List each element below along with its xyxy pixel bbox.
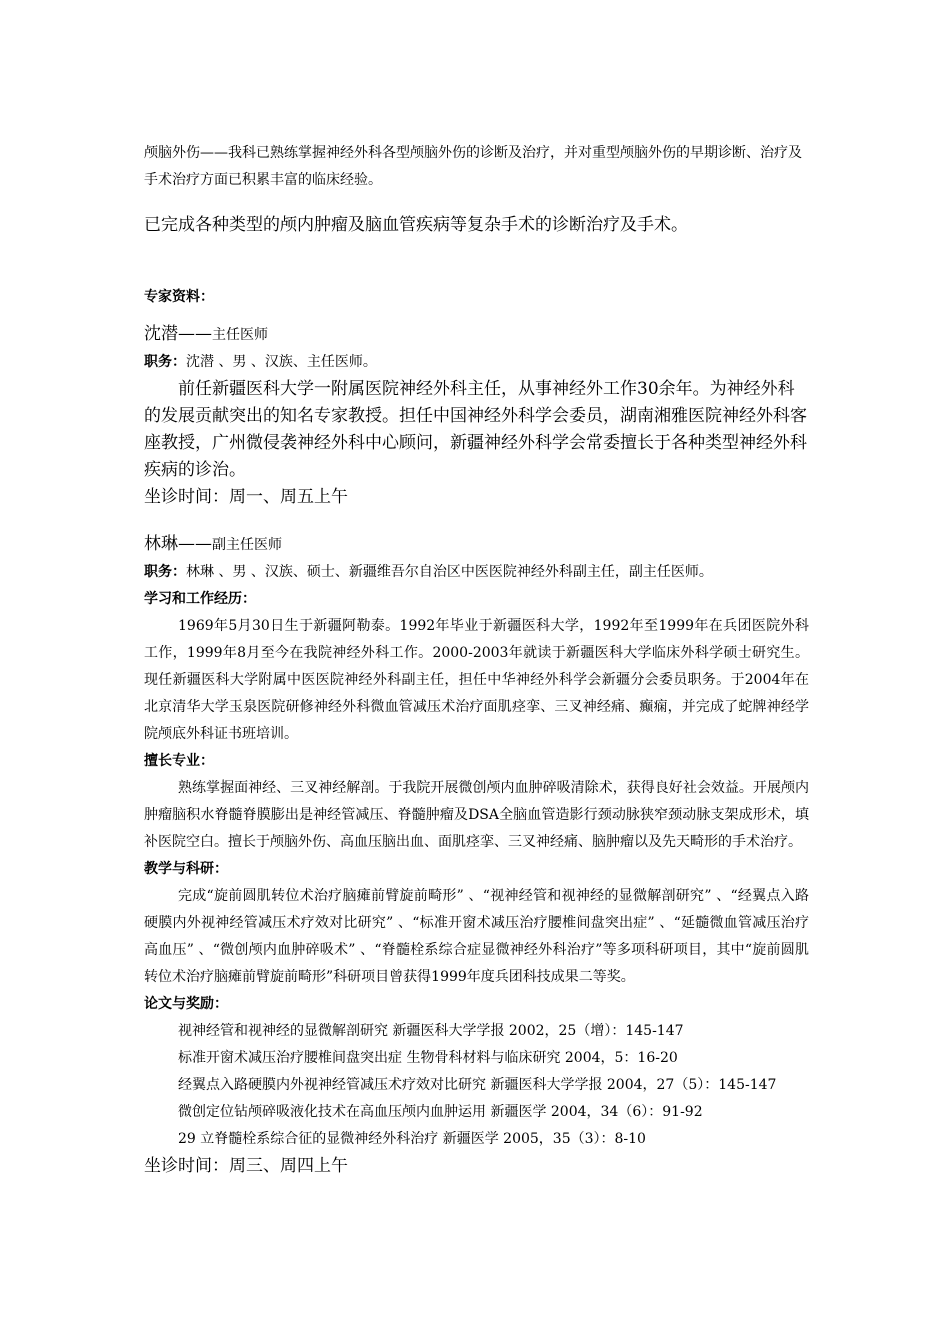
intro-completed-paragraph: 已完成各种类型的颅内肿瘤及脑血管疾病等复杂手术的诊断治疗及手术。 bbox=[144, 215, 688, 235]
intro-trauma-paragraph: 颅脑外伤——我科已熟练掌握神经外科各型颅脑外伤的诊断及治疗，并对重型颅脑外伤的早期诊断、治疗及手术治疗方面已积累丰富的临床经验。 bbox=[144, 145, 802, 188]
shen-name: 沈潜—— bbox=[144, 324, 212, 344]
lin-rank: 副主任医师 bbox=[212, 537, 282, 553]
lin-title bbox=[144, 531, 809, 559]
paper-item: 标准开窗术减压治疗腰椎间盘突出症 生物骨科材料与临床研究 2004，5：16-20 bbox=[178, 1050, 678, 1066]
lin-specialty-text: 熟练掌握面神经、三叉神经解剖。于我院开展微创颅内血肿碎吸清除术，获得良好社会效益。开展颅内肿瘤脑积水脊髓脊膜膨出是神经管减压、脊髓肿瘤及DSA全脑血管造影行颈动脉狭窄颈动脉支架成形术，填补医院空白。擅长于颅脑外伤、高血压脑出血、面肌痉挛、三叉神经痛、脑肿瘤以及先天畸形的手术治疗。 bbox=[144, 780, 809, 850]
shen-title bbox=[144, 321, 809, 349]
lin-duty-value: 林琳 、男 、汉族、硕士、新疆维吾尔自治区中医医院神经外科副主任，副主任医师。 bbox=[186, 564, 713, 580]
lin-papers-heading: 论文与奖励： bbox=[144, 996, 228, 1012]
shen-bio: 前任新疆医科大学一附属医院神经外科主任，从事神经外工作30余年。为神经外科的发展贡献突出的知名专家教授。担任中国神经外科学会委员，湖南湘雅医院神经外科客座教授，广州微侵袭神经外科中心顾问，新疆神经外科学会常委擅长于各种类型神经外科疾病的诊治。 bbox=[144, 379, 807, 480]
shen-duty bbox=[144, 349, 809, 376]
paper-item: 29 立脊髓栓系综合征的显微神经外科治疗 新疆医学 2005，35（3）：8-10 bbox=[178, 1131, 646, 1147]
lin-research-heading: 教学与科研： bbox=[144, 861, 228, 877]
lin-duty-label: 职务： bbox=[144, 564, 186, 580]
paper-item: 微创定位钻颅碎吸液化技术在高血压颅内血肿运用 新疆医学 2004，34（6）：91-92 bbox=[178, 1104, 703, 1120]
lin-research-text: 完成“旋前圆肌转位术治疗脑瘫前臂旋前畸形” 、“视神经管和视神经的显微解剖研究” 、“经翼点入路硬膜内外视神经管减压术疗效对比研究” 、“标准开窗术减压治疗腰椎间盘突出症” 、“延髓微血管减压治疗高血压” 、“微创颅内血肿碎吸术” 、“脊髓栓系综合症显微神经外科治疗”等多项科研项目，其中“旋前圆肌转位术治疗脑瘫前臂旋前畸形”科研项目曾获得1999年度兵团科技成果二等奖。 bbox=[144, 888, 809, 985]
paper-item: 视神经管和视神经的显微解剖研究 新疆医科大学学报 2002，25（增）：145-147 bbox=[178, 1023, 684, 1039]
shen-clinic-time: 坐诊时间：周一、周五上午 bbox=[144, 487, 348, 507]
paper-item: 经翼点入路硬膜内外视神经管减压术疗效对比研究 新疆医科大学学报 2004，27（5）：145-147 bbox=[178, 1077, 777, 1093]
shen-duty-value: 沈潜 、男 、汉族、主任医师。 bbox=[186, 354, 377, 370]
lin-clinic-time: 坐诊时间：周三、周四上午 bbox=[144, 1156, 348, 1176]
lin-duty bbox=[144, 559, 809, 586]
shen-rank: 主任医师 bbox=[212, 327, 268, 343]
document-page bbox=[144, 140, 809, 1180]
lin-name: 林琳—— bbox=[144, 534, 212, 554]
lin-study-heading: 学习和工作经历： bbox=[144, 591, 256, 607]
lin-study-text: 1969年5月30日生于新疆阿勒泰。1992年毕业于新疆医科大学，1992年至1999年在兵团医院外科工作，1999年8月至今在我院神经外科工作。2000-2003年就读于新疆医科大学临床外科学硕士研究生。现任新疆医科大学附属中医医院神经外科副主任，担任中华神经外科学会新疆分会委员职务。于2004年在北京清华大学玉泉医院研修神经外科微血管减压术治疗面肌痉挛、三叉神经痛、癫痫，并完成了蛇牌神经学院颅底外科证书班培训。 bbox=[144, 618, 809, 742]
shen-duty-label: 职务： bbox=[144, 354, 186, 370]
experts-heading: 专家资料： bbox=[144, 289, 214, 305]
lin-papers-list bbox=[144, 1018, 809, 1153]
lin-specialty-heading: 擅长专业： bbox=[144, 753, 214, 769]
